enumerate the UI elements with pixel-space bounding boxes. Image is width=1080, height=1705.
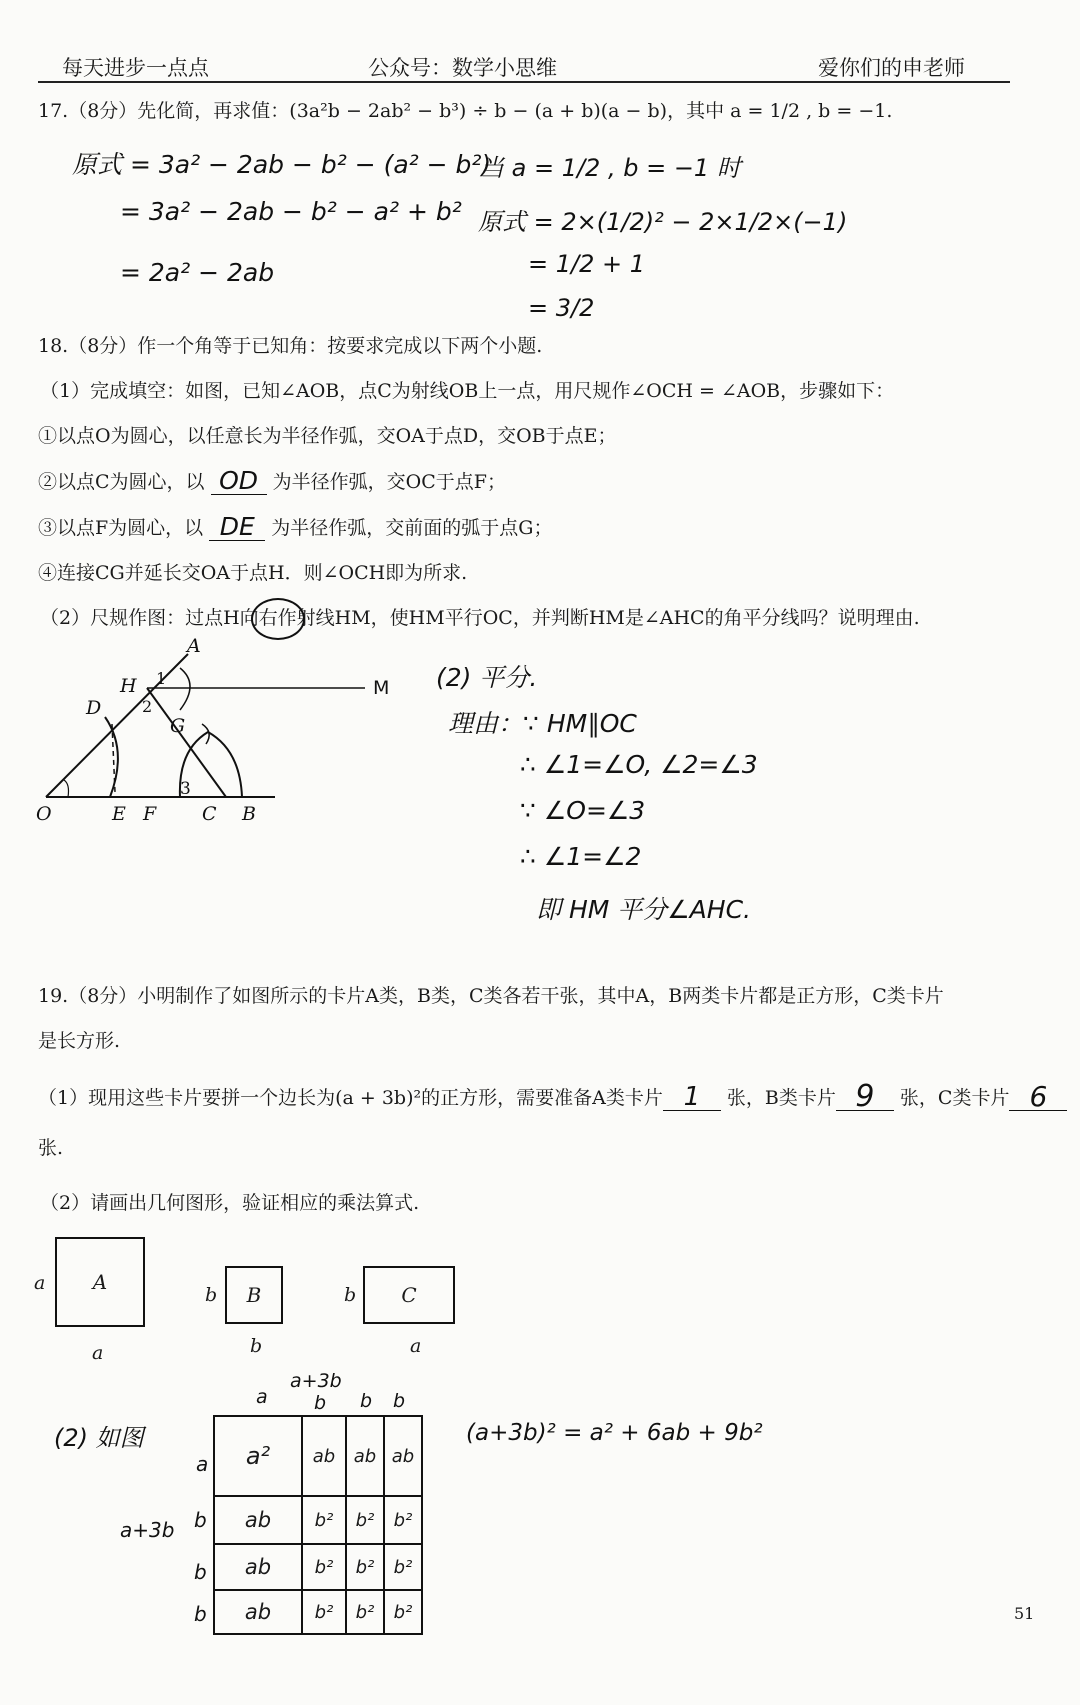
q19-part1-end: 张. — [38, 1137, 64, 1159]
q18-work-line-6: 即 HM 平分∠AHC. — [536, 895, 751, 924]
label-h: H — [120, 675, 137, 697]
grid-cell-r1c1: a² — [245, 1442, 271, 1470]
q19-part1-prefix: （1）现用这些卡片要拼一个边长为(a + 3b)²的正方形，需要准备A类卡片 — [38, 1087, 663, 1109]
grid-cell-r3c3: b² — [355, 1556, 375, 1578]
q19-stem-2: 是长方形. — [38, 1030, 121, 1052]
q18-step3-answer: DE — [209, 514, 265, 541]
grid-left-b3: b — [194, 1602, 207, 1626]
card-c-bottom: a — [410, 1335, 422, 1357]
grid-cell-r1c4: ab — [391, 1445, 415, 1467]
q18-work-line-5: ∴ ∠1=∠2 — [520, 842, 642, 871]
label-g: G — [170, 715, 186, 737]
q18-step2-suffix: 为半径作弧，交OC于点F； — [272, 471, 506, 493]
grid-top-b3: b — [393, 1390, 406, 1412]
q18-step4: ④连接CG并延长交OA于点H．则∠OCH即为所求. — [38, 562, 468, 584]
grid-cell-r1c3: ab — [353, 1445, 377, 1467]
q18-step1: ①以点O为圆心，以任意长为半径作弧，交OA于点D，交OB于点E； — [38, 425, 617, 447]
q18-step2-prefix: ②以点C为圆心，以 — [38, 471, 205, 493]
q18-step3-prefix: ③以点F为圆心，以 — [38, 517, 204, 539]
card-b-side: b — [205, 1284, 218, 1306]
q19-part1-mid2: 张，C类卡片 — [899, 1087, 1010, 1109]
q18-part1: （1）完成填空：如图，已知∠AOB，点C为射线OB上一点，用尺规作∠OCH = ∠AOB，步骤如下： — [40, 380, 895, 402]
label-c: C — [202, 803, 217, 822]
q18-step2 — [38, 468, 506, 495]
grid-cell-r2c4: b² — [393, 1509, 413, 1531]
q19-part1-mid1: 张，B类卡片 — [726, 1087, 836, 1109]
card-a-side: a — [34, 1272, 46, 1294]
q18-work-line-3: ∴ ∠1=∠O, ∠2=∠3 — [520, 750, 758, 779]
header-center: 公众号：数学小思维 — [368, 56, 557, 80]
q18-work-line-4: ∵ ∠O=∠3 — [520, 796, 646, 825]
grid-cell-r4c1: ab — [244, 1600, 272, 1624]
grid-cell-r3c2: b² — [314, 1556, 334, 1578]
label-d: D — [86, 697, 102, 719]
arc-a — [180, 668, 190, 710]
card-b-label: B — [246, 1283, 262, 1307]
label-a: A — [187, 635, 201, 657]
grid-cell-r1c2: ab — [312, 1445, 336, 1467]
card-c — [363, 1266, 455, 1324]
q18-stem: 18.（8分）作一个角等于已知角：按要求完成以下两个小题. — [38, 335, 543, 357]
card-c-label: C — [401, 1283, 417, 1307]
header-rule — [38, 81, 1010, 83]
label-o: O — [36, 803, 52, 822]
grid-top-a: a — [256, 1386, 268, 1408]
q19-stem-1: 19.（8分）小明制作了如图所示的卡片A类，B类，C类各若干张，其中A，B两类卡片都是正方形，C类卡片 — [38, 985, 944, 1007]
q17-eval-line-4: = 3/2 — [528, 294, 595, 322]
q17-work-line-3: = 2a² − 2ab — [120, 258, 275, 287]
card-a-bottom: a — [92, 1342, 104, 1364]
q18-step2-answer: OD — [211, 468, 267, 495]
q19-part2: （2）请画出几何图形，验证相应的乘法算式. — [40, 1192, 420, 1214]
grid-cell-r4c2: b² — [314, 1601, 334, 1623]
card-a-label: A — [92, 1270, 108, 1294]
label-angle-1: 1 — [156, 669, 167, 688]
q18-work-line-1: (2) 平分. — [436, 663, 538, 692]
q19-work-label: (2) 如图 — [54, 1424, 144, 1452]
q17-eval-line-3: = 1/2 + 1 — [528, 250, 645, 278]
label-f: F — [143, 803, 157, 822]
grid-cell-r2c2: b² — [314, 1509, 334, 1531]
card-b — [225, 1266, 283, 1324]
page-number: 51 — [1014, 1604, 1035, 1623]
grid-cell-r2c1: ab — [244, 1508, 272, 1532]
area-grid — [213, 1415, 423, 1635]
label-m: M — [373, 677, 390, 699]
q17-stem: 17.（8分）先化简，再求值：(3a²b − 2ab² − b³) ÷ b − (a + b)(a − b)，其中 a = 1/2 , b = −1. — [38, 100, 893, 122]
grid-cell-r2c3: b² — [355, 1509, 375, 1531]
q18-part2: （2）尺规作图：过点H向右作射线HM，使HM平行OC，并判断HM是∠AHC的角平分线吗？说明理由. — [40, 607, 920, 629]
grid-top-b2: b — [360, 1390, 373, 1412]
label-e: E — [112, 803, 126, 822]
grid-left-b2: b — [194, 1560, 207, 1584]
grid-left-a3b: a+3b — [120, 1518, 175, 1542]
header-right: 爱你们的申老师 — [818, 56, 965, 80]
q18-figure — [30, 632, 410, 822]
label-b: B — [242, 803, 256, 822]
card-b-bottom: b — [250, 1335, 263, 1357]
grid-cell-r4c3: b² — [355, 1601, 375, 1623]
q19-part1 — [38, 1079, 1067, 1114]
q17-eval-line-1: 当 a = 1/2 , b = −1 时 — [480, 154, 741, 182]
q18-step3-suffix: 为半径作弧，交前面的弧于点G； — [271, 517, 553, 539]
grid-cell-r3c4: b² — [393, 1556, 413, 1578]
arc-de — [105, 717, 118, 797]
q17-work-line-1: 原式 = 3a² − 2ab − b² − (a² − b²) — [72, 150, 492, 179]
q19-answer-a: 1 — [663, 1084, 721, 1111]
circled-direction-mark — [251, 598, 305, 640]
grid-left-a: a — [196, 1452, 209, 1476]
q18-work-line-2: 理由：∵ HM∥OC — [448, 709, 637, 738]
card-c-side: b — [344, 1284, 357, 1306]
q17-work-line-2: = 3a² − 2ab − b² − a² + b² — [120, 197, 462, 226]
grid-top-b1: b — [314, 1392, 327, 1414]
label-angle-3: 3 — [180, 779, 191, 799]
grid-left-b1: b — [194, 1508, 207, 1532]
grid-cell-r4c4: b² — [393, 1601, 413, 1623]
angle-mark-o — [64, 780, 69, 797]
header-left: 每天进步一点点 — [62, 56, 209, 80]
grid-top-a3b: a+3b — [290, 1370, 342, 1392]
card-a — [55, 1237, 145, 1327]
grid-cell-r3c1: ab — [244, 1555, 272, 1579]
label-angle-2: 2 — [142, 697, 153, 716]
q18-step3 — [38, 514, 552, 541]
q19-answer-c: 6 — [1009, 1084, 1067, 1111]
q19-formula: (a+3b)² = a² + 6ab + 9b² — [466, 1420, 763, 1446]
q17-eval-line-2: 原式 = 2×(1/2)² − 2×1/2×(−1) — [478, 208, 848, 236]
q19-answer-b: 9 — [836, 1084, 894, 1111]
